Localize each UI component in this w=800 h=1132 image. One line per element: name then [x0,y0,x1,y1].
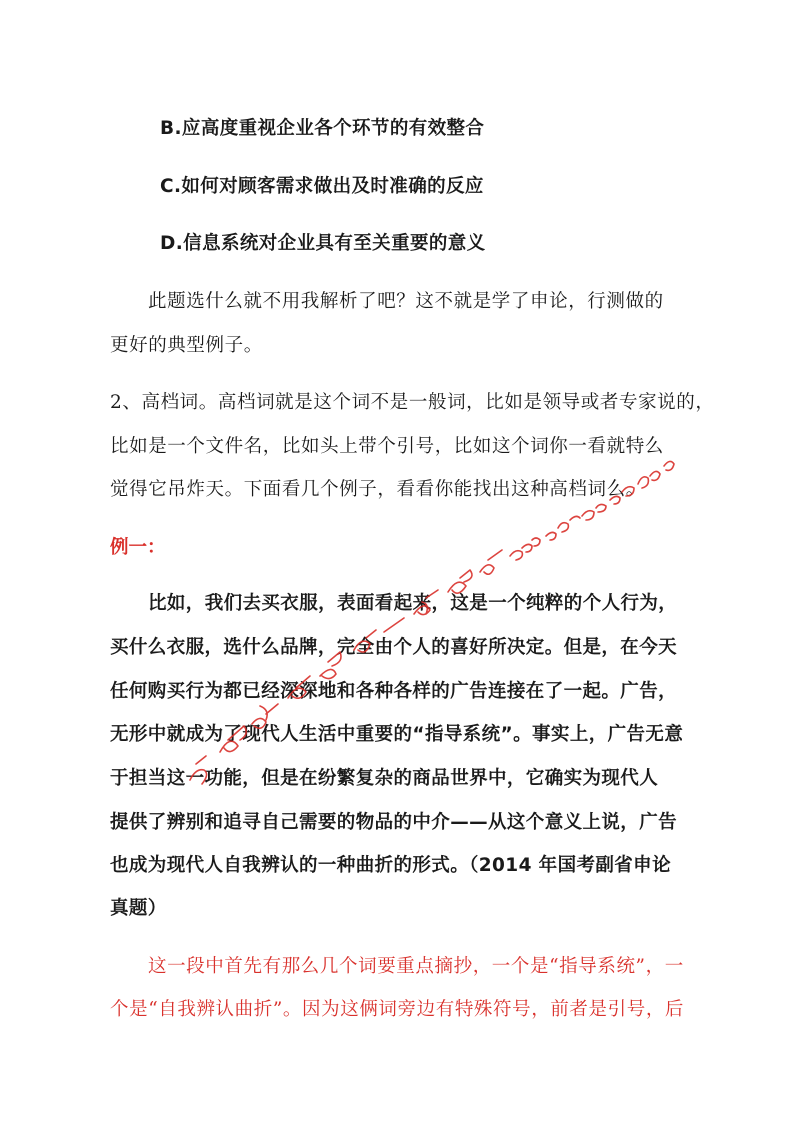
para1-line2: 更好的典型例子。 [110,335,263,356]
option-b: B.应高度重视企业各个环节的有效整合 [160,118,485,139]
analysis-line1: 这一段中首先有那么几个词要重点摘抄，一个是“指导系统”，一 [148,956,684,977]
example-line3: 任何购买行为都已经深深地和各种各样的广告连接在了一起。广告， [110,681,678,702]
analysis-line2: 个是“自我辨认曲折”。因为这俩词旁边有特殊符号，前者是引号，后 [110,999,685,1020]
example-line4: 无形中就成为了现代人生活中重要的“指导系统”。事实上，广告无意 [110,724,684,745]
example-line2: 买什么衣服，选什么品牌，完全由个人的喜好所决定。但是，在今天 [110,637,678,658]
example-line8: 真题） [110,898,167,919]
para2-line1: 2、高档词。高档词就是这个词不是一般词，比如是领导或者专家说的， [110,392,715,413]
example-line1: 比如，我们去买衣服，表面看起来，这是一个纯粹的个人行为， [148,593,678,614]
option-d: D.信息系统对企业具有至关重要的意义 [160,233,486,254]
example-line7: 也成为现代人自我辨认的一种曲折的形式。（2014 年国考副省申论 [110,855,671,876]
option-c: C.如何对顾客需求做出及时准确的反应 [160,176,484,197]
para1-line1: 此题选什么就不用我解析了吧？这不就是学了申论，行测做的 [148,291,664,312]
example-line6: 提供了辨别和追寻自己需要的物品的中介——从这个意义上说，广告 [110,812,678,833]
example-heading: 例一： [110,537,166,558]
para2-line3: 觉得它吊炸天。下面看几个例子，看看你能找出这种高档词么。 [110,479,645,500]
example-line5: 于担当这一功能，但是在纷繁复杂的商品世界中，它确实为现代人 [110,768,659,789]
para2-line2: 比如是一个文件名，比如头上带个引号，比如这个词你一看就特么 [110,436,664,457]
